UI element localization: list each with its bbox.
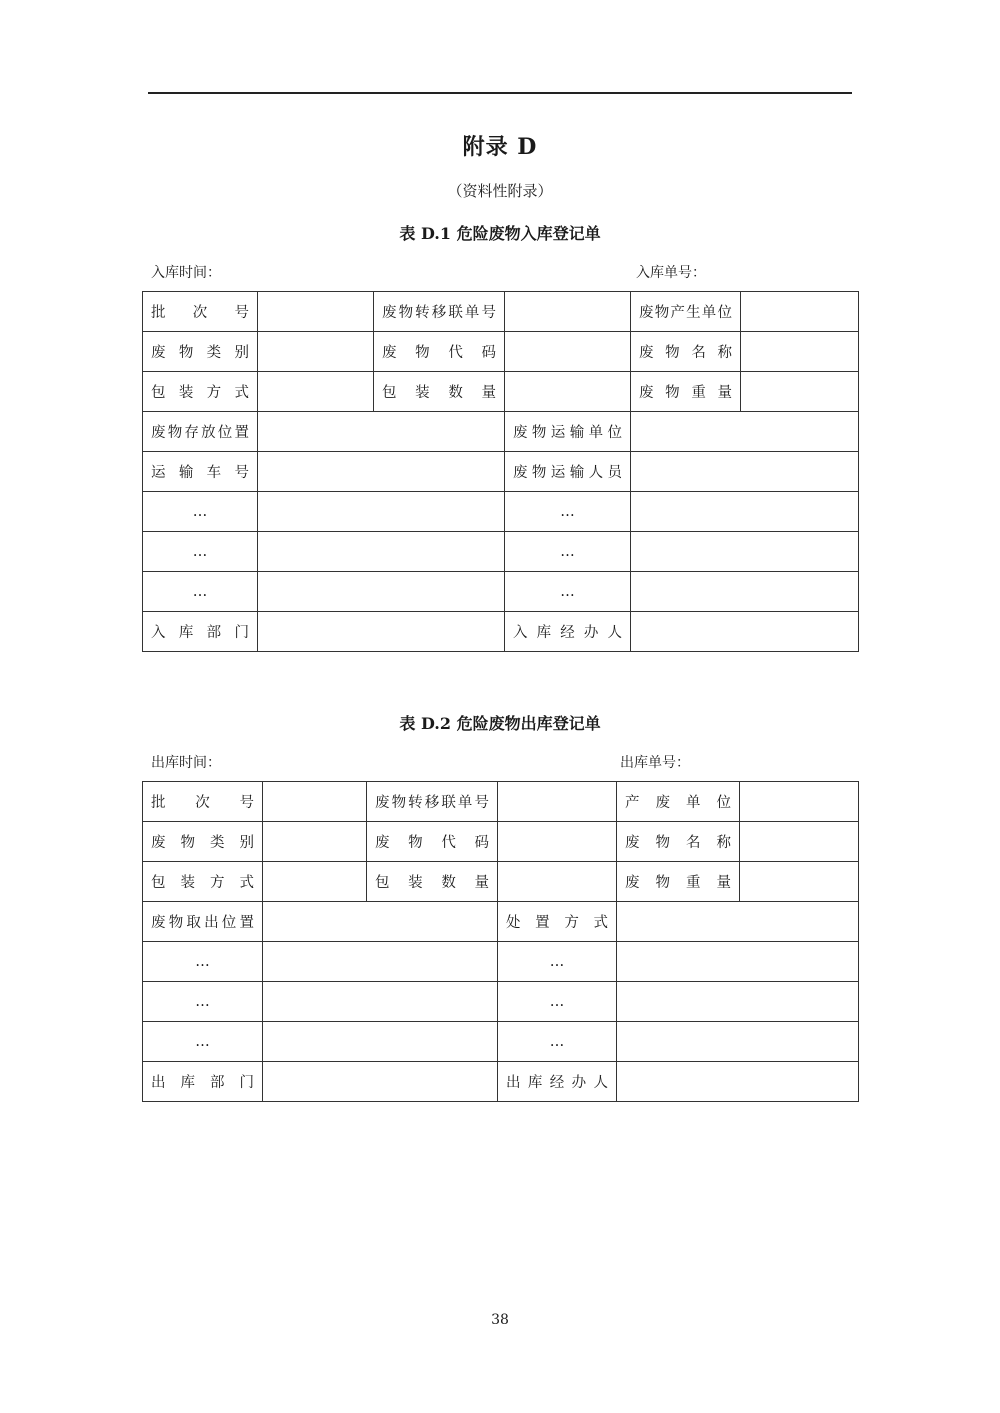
- appendix-title: 附录 D: [462, 134, 538, 160]
- table-row: [143, 822, 859, 862]
- table2-number-label: 出库单号：: [620, 755, 690, 771]
- outbound-handler-field[interactable]: [617, 1062, 859, 1102]
- waste-weight-field[interactable]: [740, 862, 859, 902]
- ellipsis-cell: …: [498, 982, 617, 1022]
- table2-outbound-form: [142, 781, 859, 1102]
- ellipsis-cell: …: [143, 942, 263, 982]
- table-row: [143, 1022, 859, 1062]
- ellipsis-cell: …: [143, 1022, 263, 1062]
- table-row: [143, 372, 859, 412]
- packaging-quantity-field[interactable]: [505, 372, 631, 412]
- inbound-handler-field[interactable]: [631, 612, 859, 652]
- transfer-manifest-label: 废物转移联单号: [367, 782, 498, 822]
- retrieval-location-label: 废物取出位置: [143, 902, 263, 942]
- disposal-method-label: 处 置 方 式: [498, 902, 617, 942]
- vehicle-number-label: 运 输 车 号: [143, 452, 258, 492]
- transport-staff-label: 废物运输人员: [505, 452, 631, 492]
- batch-number-field[interactable]: [258, 292, 374, 332]
- waste-weight-label: 废 物 重 量: [617, 862, 740, 902]
- vehicle-number-field[interactable]: [258, 452, 505, 492]
- table2-caption: 表 D.2 危险废物出库登记单: [399, 714, 601, 733]
- waste-category-field[interactable]: [263, 822, 367, 862]
- packaging-method-field[interactable]: [258, 372, 374, 412]
- table-row: [143, 332, 859, 372]
- outbound-department-field[interactable]: [263, 1062, 498, 1102]
- waste-code-label: 废 物 代 码: [374, 332, 505, 372]
- ellipsis-cell: …: [505, 572, 631, 612]
- packaging-quantity-label: 包 装 数 量: [367, 862, 498, 902]
- transport-staff-field[interactable]: [631, 452, 859, 492]
- transport-company-label: 废物运输单位: [505, 412, 631, 452]
- ellipsis-cell: …: [505, 532, 631, 572]
- storage-location-label: 废物存放位置: [143, 412, 258, 452]
- packaging-quantity-label: 包 装 数 量: [374, 372, 505, 412]
- batch-number-label: 批 次 号: [143, 782, 263, 822]
- blank-field[interactable]: [258, 572, 505, 612]
- ellipsis-cell: …: [143, 982, 263, 1022]
- ellipsis-cell: …: [498, 1022, 617, 1062]
- inbound-department-label: 入 库 部 门: [143, 612, 258, 652]
- outbound-handler-label: 出 库 经 办 人: [498, 1062, 617, 1102]
- packaging-quantity-field[interactable]: [498, 862, 617, 902]
- blank-field[interactable]: [258, 532, 505, 572]
- table-row: [143, 412, 859, 452]
- table-row: [143, 782, 859, 822]
- packaging-method-label: 包 装 方 式: [143, 862, 263, 902]
- retrieval-location-field[interactable]: [263, 902, 498, 942]
- table-row: [143, 902, 859, 942]
- table-row: [143, 942, 859, 982]
- table-row: [143, 532, 859, 572]
- waste-weight-label: 废 物 重 量: [631, 372, 741, 412]
- blank-field[interactable]: [263, 1022, 498, 1062]
- header-rule: [148, 92, 852, 94]
- blank-field[interactable]: [617, 1022, 859, 1062]
- waste-name-field[interactable]: [740, 822, 859, 862]
- packaging-method-label: 包 装 方 式: [143, 372, 258, 412]
- batch-number-label: 批 次 号: [143, 292, 258, 332]
- table1-number-label: 入库单号：: [636, 265, 706, 281]
- table-row: [143, 492, 859, 532]
- waste-weight-field[interactable]: [741, 372, 859, 412]
- inbound-department-field[interactable]: [258, 612, 505, 652]
- table1-inbound-form: [142, 291, 859, 652]
- waste-producer-field[interactable]: [740, 782, 859, 822]
- transfer-manifest-field[interactable]: [505, 292, 631, 332]
- waste-name-label: 废 物 名 称: [631, 332, 741, 372]
- table-row: [143, 862, 859, 902]
- waste-name-field[interactable]: [741, 332, 859, 372]
- table-row: [143, 452, 859, 492]
- storage-location-field[interactable]: [258, 412, 505, 452]
- table1-caption: 表 D.1 危险废物入库登记单: [399, 224, 601, 243]
- table-row: [143, 1062, 859, 1102]
- table-row: [143, 612, 859, 652]
- blank-field[interactable]: [617, 982, 859, 1022]
- blank-field[interactable]: [631, 492, 859, 532]
- waste-name-label: 废 物 名 称: [617, 822, 740, 862]
- waste-category-label: 废 物 类 别: [143, 822, 263, 862]
- ellipsis-cell: …: [505, 492, 631, 532]
- table-row: [143, 572, 859, 612]
- waste-code-field[interactable]: [498, 822, 617, 862]
- outbound-department-label: 出 库 部 门: [143, 1062, 263, 1102]
- table1-time-label: 入库时间：: [151, 265, 221, 281]
- blank-field[interactable]: [617, 942, 859, 982]
- blank-field[interactable]: [263, 942, 498, 982]
- inbound-handler-label: 入 库 经 办 人: [505, 612, 631, 652]
- blank-field[interactable]: [263, 982, 498, 1022]
- waste-code-field[interactable]: [505, 332, 631, 372]
- ellipsis-cell: …: [143, 492, 258, 532]
- waste-producer-label: 产 废 单 位: [617, 782, 740, 822]
- batch-number-field[interactable]: [263, 782, 367, 822]
- transfer-manifest-field[interactable]: [498, 782, 617, 822]
- table-row: [143, 982, 859, 1022]
- transport-company-field[interactable]: [631, 412, 859, 452]
- appendix-subtitle: （资料性附录）: [447, 182, 553, 200]
- ellipsis-cell: …: [143, 532, 258, 572]
- table-row: [143, 292, 859, 332]
- blank-field[interactable]: [258, 492, 505, 532]
- blank-field[interactable]: [631, 532, 859, 572]
- ellipsis-cell: …: [498, 942, 617, 982]
- waste-category-field[interactable]: [258, 332, 374, 372]
- page-number: 38: [491, 1312, 509, 1328]
- waste-producer-field[interactable]: [741, 292, 859, 332]
- waste-category-label: 废 物 类 别: [143, 332, 258, 372]
- disposal-method-field[interactable]: [617, 902, 859, 942]
- table2-time-label: 出库时间：: [151, 755, 221, 771]
- ellipsis-cell: …: [143, 572, 258, 612]
- packaging-method-field[interactable]: [263, 862, 367, 902]
- waste-code-label: 废 物 代 码: [367, 822, 498, 862]
- blank-field[interactable]: [631, 572, 859, 612]
- waste-producer-label: 废物产生单位: [631, 292, 741, 332]
- transfer-manifest-label: 废物转移联单号: [374, 292, 505, 332]
